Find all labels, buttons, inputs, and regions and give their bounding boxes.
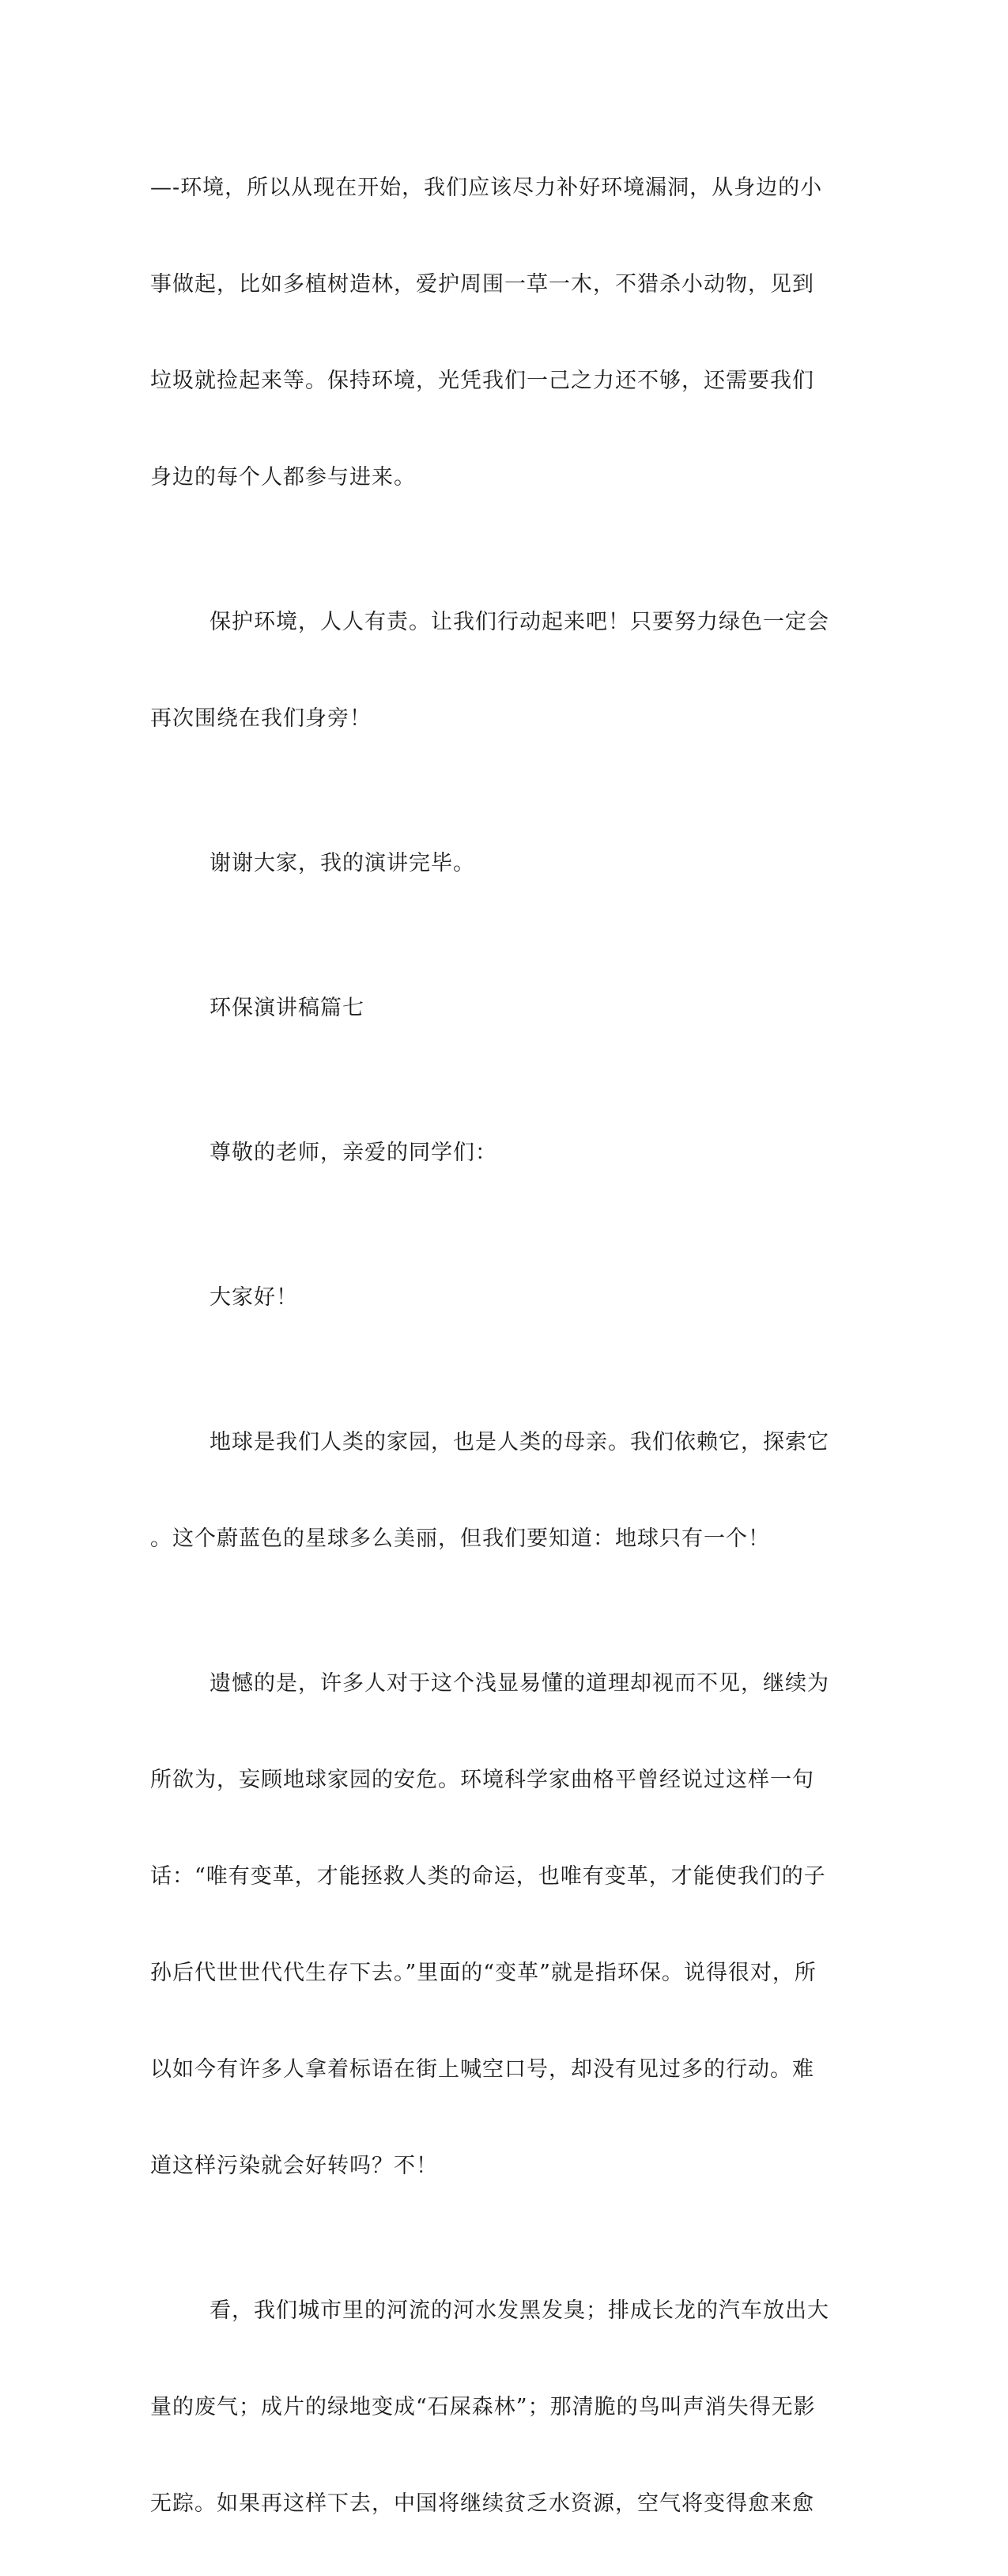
text-line: 无踪。如果再这样下去，中国将继续贫乏水资源，空气将变得愈来愈 [150, 2491, 814, 2516]
heading-text: 环保演讲稿篇七 [210, 996, 364, 1020]
text-line: 地球是我们人类的家园，也是人类的母亲。我们依赖它，探索它 [210, 1430, 829, 1454]
greeting [150, 1225, 854, 1370]
paragraph-regret [150, 1611, 854, 2238]
text-line: 保护环境，人人有责。让我们行动起来吧！只要努力绿色一定会 [210, 610, 829, 634]
text-line: 。这个蔚蓝色的星球多么美丽，但我们要知道：地球只有一个！ [150, 1526, 770, 1551]
text-line: 话：“唯有变革，才能拯救人类的命运，也唯有变革，才能使我们的子 [150, 1864, 826, 1889]
text-line: 事做起，比如多植树造林，爱护周围一草一木，不猎杀小动物，见到 [150, 272, 814, 297]
paragraph-environment-action [150, 115, 854, 550]
text-line: 看，我们城市里的河流的河水发黑发臭；排成长龙的汽车放出大 [210, 2298, 829, 2323]
section-heading [150, 936, 854, 1080]
text-line: —-环境，所以从现在开始，我们应该尽力补好环境漏洞，从身边的小 [150, 176, 823, 200]
text-line: 所欲为，妄顾地球家园的安危。环境科学家曲格平曾经说过这样一句 [150, 1768, 814, 1792]
text-line: 尊敬的老师，亲爱的同学们： [210, 1140, 497, 1165]
text-line: 身边的每个人都参与进来。 [150, 465, 416, 490]
text-line: 遗憾的是，许多人对于这个浅显易懂的道理却视而不见，继续为 [210, 1671, 829, 1696]
salutation [150, 1080, 854, 1225]
paragraph-city-pollution [150, 2238, 854, 2576]
paragraph-thanks [150, 791, 854, 936]
document-body [150, 115, 854, 2576]
text-line: 谢谢大家，我的演讲完毕。 [210, 851, 475, 876]
text-line: 再次围绕在我们身旁！ [150, 706, 372, 731]
text-line: 垃圾就捡起来等。保持环境，光凭我们一己之力还不够，还需要我们 [150, 369, 814, 393]
paragraph-earth-home [150, 1370, 854, 1611]
text-line: 以如今有许多人拿着标语在街上喊空口号，却没有见过多的行动。难 [150, 2057, 814, 2082]
text-line: 大家好！ [210, 1285, 298, 1310]
text-line: 量的废气；成片的绿地变成“石屎森林”；那清脆的鸟叫声消失得无影 [150, 2395, 816, 2419]
paragraph-protect-environment [150, 550, 854, 791]
text-line: 孙后代世世代代生存下去。”里面的“变革”就是指环保。说得很对，所 [150, 1961, 817, 1985]
text-line: 道这样污染就会好转吗？不！ [150, 2154, 438, 2178]
